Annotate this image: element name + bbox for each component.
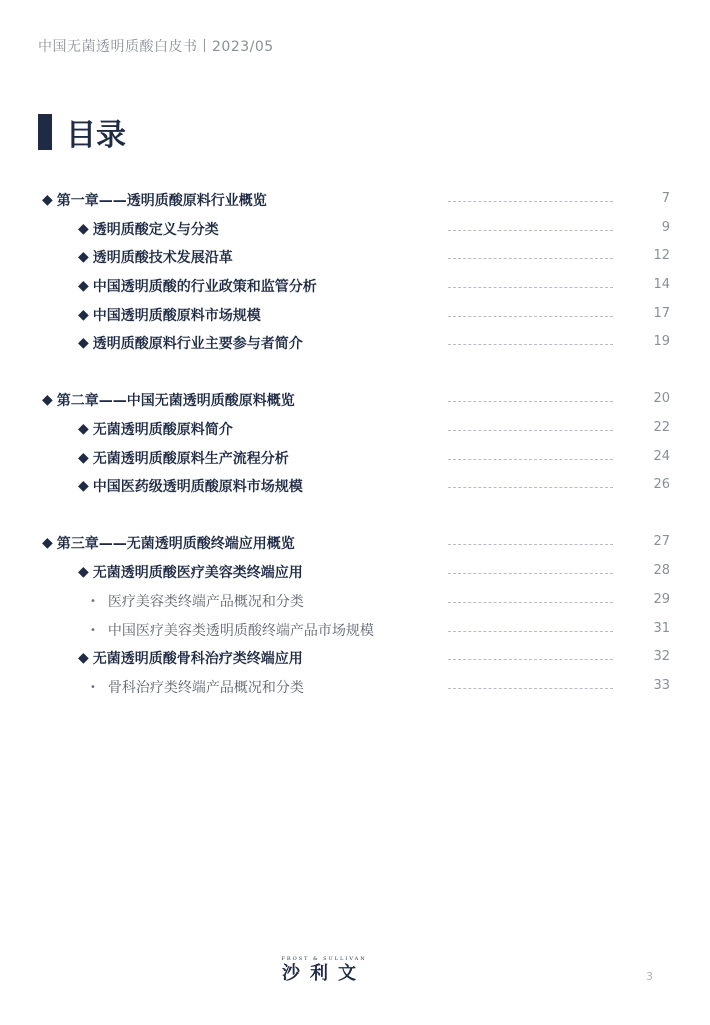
toc-page-number: 24 xyxy=(653,449,670,464)
toc-page-number: 33 xyxy=(653,678,670,693)
diamond-icon: ◆ xyxy=(78,278,89,294)
toc-entry-label: 无菌透明质酸骨科治疗类终端应用 xyxy=(92,651,303,667)
dotted-leader xyxy=(448,401,613,402)
toc-entry-label: 中国医疗美容类透明质酸终端产品市场规模 xyxy=(107,623,374,639)
toc-entry-label: 透明质酸技术发展沿革 xyxy=(92,250,233,266)
page-title: 目录 xyxy=(66,118,126,153)
logo-english-text: FROST & SULLIVAN xyxy=(281,956,367,962)
dotted-leader xyxy=(448,258,613,259)
toc-entry-label: 无菌透明质酸原料简介 xyxy=(92,422,233,438)
toc-entry-subsection[interactable] xyxy=(90,618,374,642)
toc-entry-section[interactable] xyxy=(78,303,261,327)
toc-entry-section[interactable] xyxy=(78,245,233,269)
dotted-leader xyxy=(448,344,613,345)
toc-page-number: 31 xyxy=(653,621,670,636)
toc-entry-label: 骨科治疗类终端产品概况和分类 xyxy=(107,680,304,696)
dotted-leader xyxy=(448,316,613,317)
dotted-leader xyxy=(448,287,613,288)
toc-page-number: 14 xyxy=(653,277,670,292)
toc-entry-chapter[interactable] xyxy=(42,188,267,212)
footer-page-number: 3 xyxy=(646,970,653,983)
toc-entry-subsection[interactable] xyxy=(90,589,304,613)
diamond-icon: ◆ xyxy=(78,421,89,437)
toc-entry-section[interactable] xyxy=(78,217,219,241)
toc-entry-section[interactable] xyxy=(78,646,303,670)
diamond-icon: ◆ xyxy=(42,535,53,551)
toc-entry-chapter[interactable] xyxy=(42,388,295,412)
document-header: 中国无菌透明质酸白皮书丨2023/05 xyxy=(38,39,274,55)
dotted-leader xyxy=(448,201,613,202)
diamond-icon: ◆ xyxy=(78,221,89,237)
dotted-leader xyxy=(448,487,613,488)
bullet-icon: • xyxy=(90,624,96,636)
toc-entry-section[interactable] xyxy=(78,417,233,441)
toc-entry-section[interactable] xyxy=(78,560,303,584)
toc-page-number: 29 xyxy=(653,592,670,607)
title-accent-bar xyxy=(38,114,52,150)
toc-entry-section[interactable] xyxy=(78,274,317,298)
toc-page-number: 9 xyxy=(661,220,670,235)
toc-entry-label: 医疗美容类终端产品概况和分类 xyxy=(107,594,304,610)
dotted-leader xyxy=(448,602,613,603)
toc-entry-chapter[interactable] xyxy=(42,531,295,555)
diamond-icon: ◆ xyxy=(78,450,89,466)
diamond-icon: ◆ xyxy=(42,392,53,408)
dotted-leader xyxy=(448,544,613,545)
frost-sullivan-logo xyxy=(272,955,376,989)
toc-title-block xyxy=(38,112,126,152)
dotted-leader xyxy=(448,688,613,689)
toc-page-number: 28 xyxy=(653,563,670,578)
toc-entry-subsection[interactable] xyxy=(90,675,304,699)
toc-entry-section[interactable] xyxy=(78,331,303,355)
toc-entry-section[interactable] xyxy=(78,446,289,470)
toc-page-number: 17 xyxy=(653,306,670,321)
dotted-leader xyxy=(448,631,613,632)
toc-entry-label: 中国透明质酸原料市场规模 xyxy=(92,308,261,324)
dotted-leader xyxy=(448,573,613,574)
logo-chinese-text: 沙利文 xyxy=(282,963,366,984)
toc-page-number: 32 xyxy=(653,649,670,664)
toc-page-number: 12 xyxy=(653,248,670,263)
diamond-icon: ◆ xyxy=(78,564,89,580)
diamond-icon: ◆ xyxy=(78,650,89,666)
toc-entry-label: 无菌透明质酸原料生产流程分析 xyxy=(92,451,289,467)
diamond-icon: ◆ xyxy=(78,335,89,351)
toc-entry-label: 第二章——中国无菌透明质酸原料概览 xyxy=(56,393,295,409)
bullet-icon: • xyxy=(90,681,96,693)
dotted-leader xyxy=(448,430,613,431)
toc-entry-label: 中国医药级透明质酸原料市场规模 xyxy=(92,479,303,495)
diamond-icon: ◆ xyxy=(78,478,89,494)
toc-entry-label: 透明质酸原料行业主要参与者简介 xyxy=(92,336,303,352)
dotted-leader xyxy=(448,459,613,460)
diamond-icon: ◆ xyxy=(78,307,89,323)
toc-entry-label: 无菌透明质酸医疗美容类终端应用 xyxy=(92,565,303,581)
toc-page-number: 22 xyxy=(653,420,670,435)
bullet-icon: • xyxy=(90,595,96,607)
toc-page-number: 7 xyxy=(661,191,670,206)
dotted-leader xyxy=(448,230,613,231)
toc-page-number: 26 xyxy=(653,477,670,492)
toc-entry-label: 第三章——无菌透明质酸终端应用概览 xyxy=(56,536,295,552)
toc-page-number: 19 xyxy=(653,334,670,349)
dotted-leader xyxy=(448,659,613,660)
diamond-icon: ◆ xyxy=(78,249,89,265)
toc-entry-label: 中国透明质酸的行业政策和监管分析 xyxy=(92,279,317,295)
diamond-icon: ◆ xyxy=(42,192,53,208)
toc-entry-label: 透明质酸定义与分类 xyxy=(92,222,219,238)
toc-entry-section[interactable] xyxy=(78,474,303,498)
toc-page-number: 20 xyxy=(653,391,670,406)
toc-entry-label: 第一章——透明质酸原料行业概览 xyxy=(56,193,267,209)
toc-page-number: 27 xyxy=(653,534,670,549)
